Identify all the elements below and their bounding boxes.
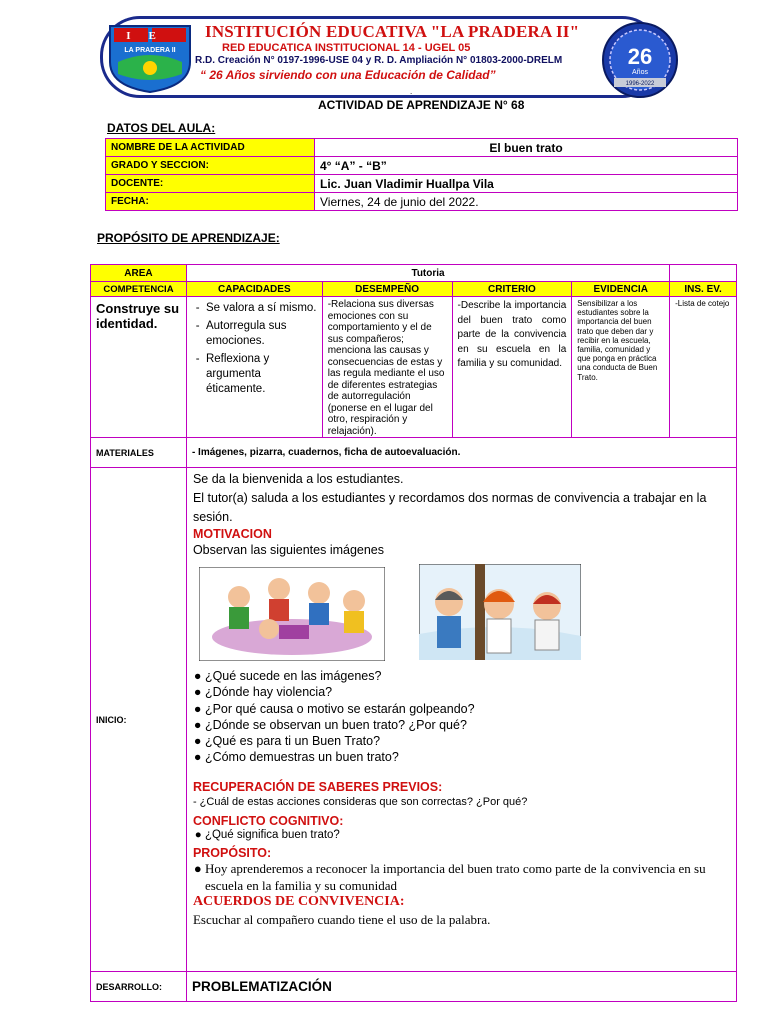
header-evidencia: EVIDENCIA [572, 282, 670, 297]
table-row [91, 972, 737, 1002]
header-competencia: COMPETENCIA [91, 282, 187, 297]
list-item: ● ¿Por qué causa o motivo se estarán golpeando? [205, 701, 730, 717]
acuerdos-text: Escuchar al compañero cuando tiene el uso de la palabra. [192, 912, 491, 928]
motivacion-heading: MOTIVACION [192, 527, 272, 541]
anniversary-badge [600, 20, 680, 100]
badge-years: 1996-2022 [625, 81, 655, 87]
badge-number: 26 [627, 44, 653, 69]
proposito-heading: PROPÓSITO: [192, 846, 272, 861]
table-row [91, 265, 737, 282]
institution-title: INSTITUCIÓN EDUCATIVA "LA PRADERA II" [205, 22, 580, 41]
criterio-cell: -Describe la importancia del buen trato como parte de la convivencia en su escuela en la familia y su comunidad. [452, 297, 572, 438]
datos-value: Lic. Juan Vladimir Huallpa Vila [315, 175, 738, 193]
table-row [91, 438, 737, 468]
evidencia-cell: Sensibilizar a los estudiantes sobre la importancia del buen trato que deben dar y recibir en la escuela, familia, comunidad y que ponga en práctica una conducta de Buen Trato. [572, 297, 670, 438]
inicio-label: INICIO: [91, 468, 187, 972]
plan-table [90, 264, 737, 1002]
list-item: ● ¿Dónde se observan un buen trato? ¿Por qué? [205, 717, 730, 733]
list-item: ● ¿Cómo demuestras un buen trato? [205, 749, 730, 765]
table-row [106, 175, 738, 193]
images-row [193, 562, 730, 666]
badge-label: Años [632, 69, 648, 76]
ins-ev-cell: -Lista de cotejo [670, 297, 737, 438]
header-capacidades: CAPACIDADES [186, 282, 322, 297]
datos-label: GRADO Y SECCION: [106, 157, 315, 175]
materiales-label: MATERIALES [91, 438, 187, 468]
stray-dot: . [410, 87, 413, 96]
desempeno-cell: -Relaciona sus diversas emociones con su comportamiento y el de sus compañeros; menciona las causas y consecuencias de estas y las regula mediante el uso de diferentes estrategias de autorregulación (ponerse en el lugar del otro, respiración y relajación). [322, 297, 452, 438]
children-violence-image [199, 567, 385, 661]
list-item: ● ¿Dónde hay violencia? [205, 684, 730, 700]
competencia-cell: Construye su identidad. [91, 297, 187, 438]
list-item: ● ¿Qué sucede en las imágenes? [205, 668, 730, 684]
list-item: - Reflexiona y argumenta éticamente. [206, 352, 317, 397]
acuerdos-heading: ACUERDOS DE CONVIVENCIA: [192, 894, 405, 910]
datos-value: El buen trato [315, 139, 738, 157]
crest-letters: IE [126, 30, 174, 42]
table-row [106, 157, 738, 175]
header-desempeno: DESEMPEÑO [322, 282, 452, 297]
datos-label: FECHA: [106, 193, 315, 211]
recuperacion-heading: RECUPERACIÓN DE SABERES PREVIOS: [192, 779, 443, 794]
datos-table [105, 138, 738, 211]
institution-resolution: R.D. Creación N° 0197-1996-USE 04 y R. D. Ampliación N° 01803-2000-DRELM [195, 55, 563, 66]
table-row [106, 139, 738, 157]
list-item: - Autorregula sus emociones. [206, 319, 317, 349]
materiales-value: - Imágenes, pizarra, cuadernos, ficha de autoevaluación. [186, 438, 736, 468]
boys-conflict-image [419, 564, 581, 660]
capacidades-cell [186, 297, 322, 438]
table-row [91, 282, 737, 297]
table-row [91, 297, 737, 438]
observan-text: Observan las siguientes imágenes [192, 543, 385, 557]
proposito-title: PROPÓSITO DE APRENDIZAJE: [97, 231, 280, 245]
inicio-content [186, 468, 736, 972]
header-ins-ev: INS. EV. [670, 282, 737, 297]
desarrollo-label: DESARROLLO: [91, 972, 187, 1002]
table-row [106, 193, 738, 211]
list-item: - Se valora a sí mismo. [206, 301, 317, 316]
list-item: ● ¿Qué significa buen trato? [205, 828, 730, 843]
inicio-greeting: El tutor(a) saluda a los estudiantes y recordamos dos normas de convivencia a trabajar en la sesión. [192, 491, 707, 524]
school-crest-logo [104, 22, 196, 94]
institution-motto: “ 26 Años sirviendo con una Educación de Calidad” [200, 68, 496, 82]
area-value: Tutoria [186, 265, 669, 282]
datos-title: DATOS DEL AULA: [107, 121, 216, 135]
table-row [91, 468, 737, 972]
datos-label: NOMBRE DE LA ACTIVIDAD [106, 139, 315, 157]
inicio-welcome: Se da la bienvenida a los estudiantes. [192, 472, 404, 486]
datos-value: 4° “A” - “B” [315, 157, 738, 175]
area-label: AREA [91, 265, 187, 282]
activity-title: ACTIVIDAD DE APRENDIZAJE N° 68 [318, 98, 525, 112]
header-criterio: CRITERIO [452, 282, 572, 297]
list-item: ● ¿Qué es para ti un Buen Trato? [205, 733, 730, 749]
conflicto-heading: CONFLICTO COGNITIVO: [192, 813, 344, 828]
datos-value: Viernes, 24 de junio del 2022. [315, 193, 738, 211]
institution-network: RED EDUCATICA INSTITUCIONAL 14 - UGEL 05 [222, 42, 471, 54]
desarrollo-value: PROBLEMATIZACIÓN [186, 972, 736, 1002]
datos-label: DOCENTE: [106, 175, 315, 193]
recuperacion-question: - ¿Cuál de estas acciones consideras que son correctas? ¿Por qué? [192, 795, 528, 808]
preguntas-list [193, 668, 730, 766]
list-item: ● Hoy aprenderemos a reconocer la importancia del buen trato como parte de la convivencia en su escuela en la familia y su comunidad [205, 860, 730, 894]
crest-name: LA PRADERA II [124, 47, 176, 54]
